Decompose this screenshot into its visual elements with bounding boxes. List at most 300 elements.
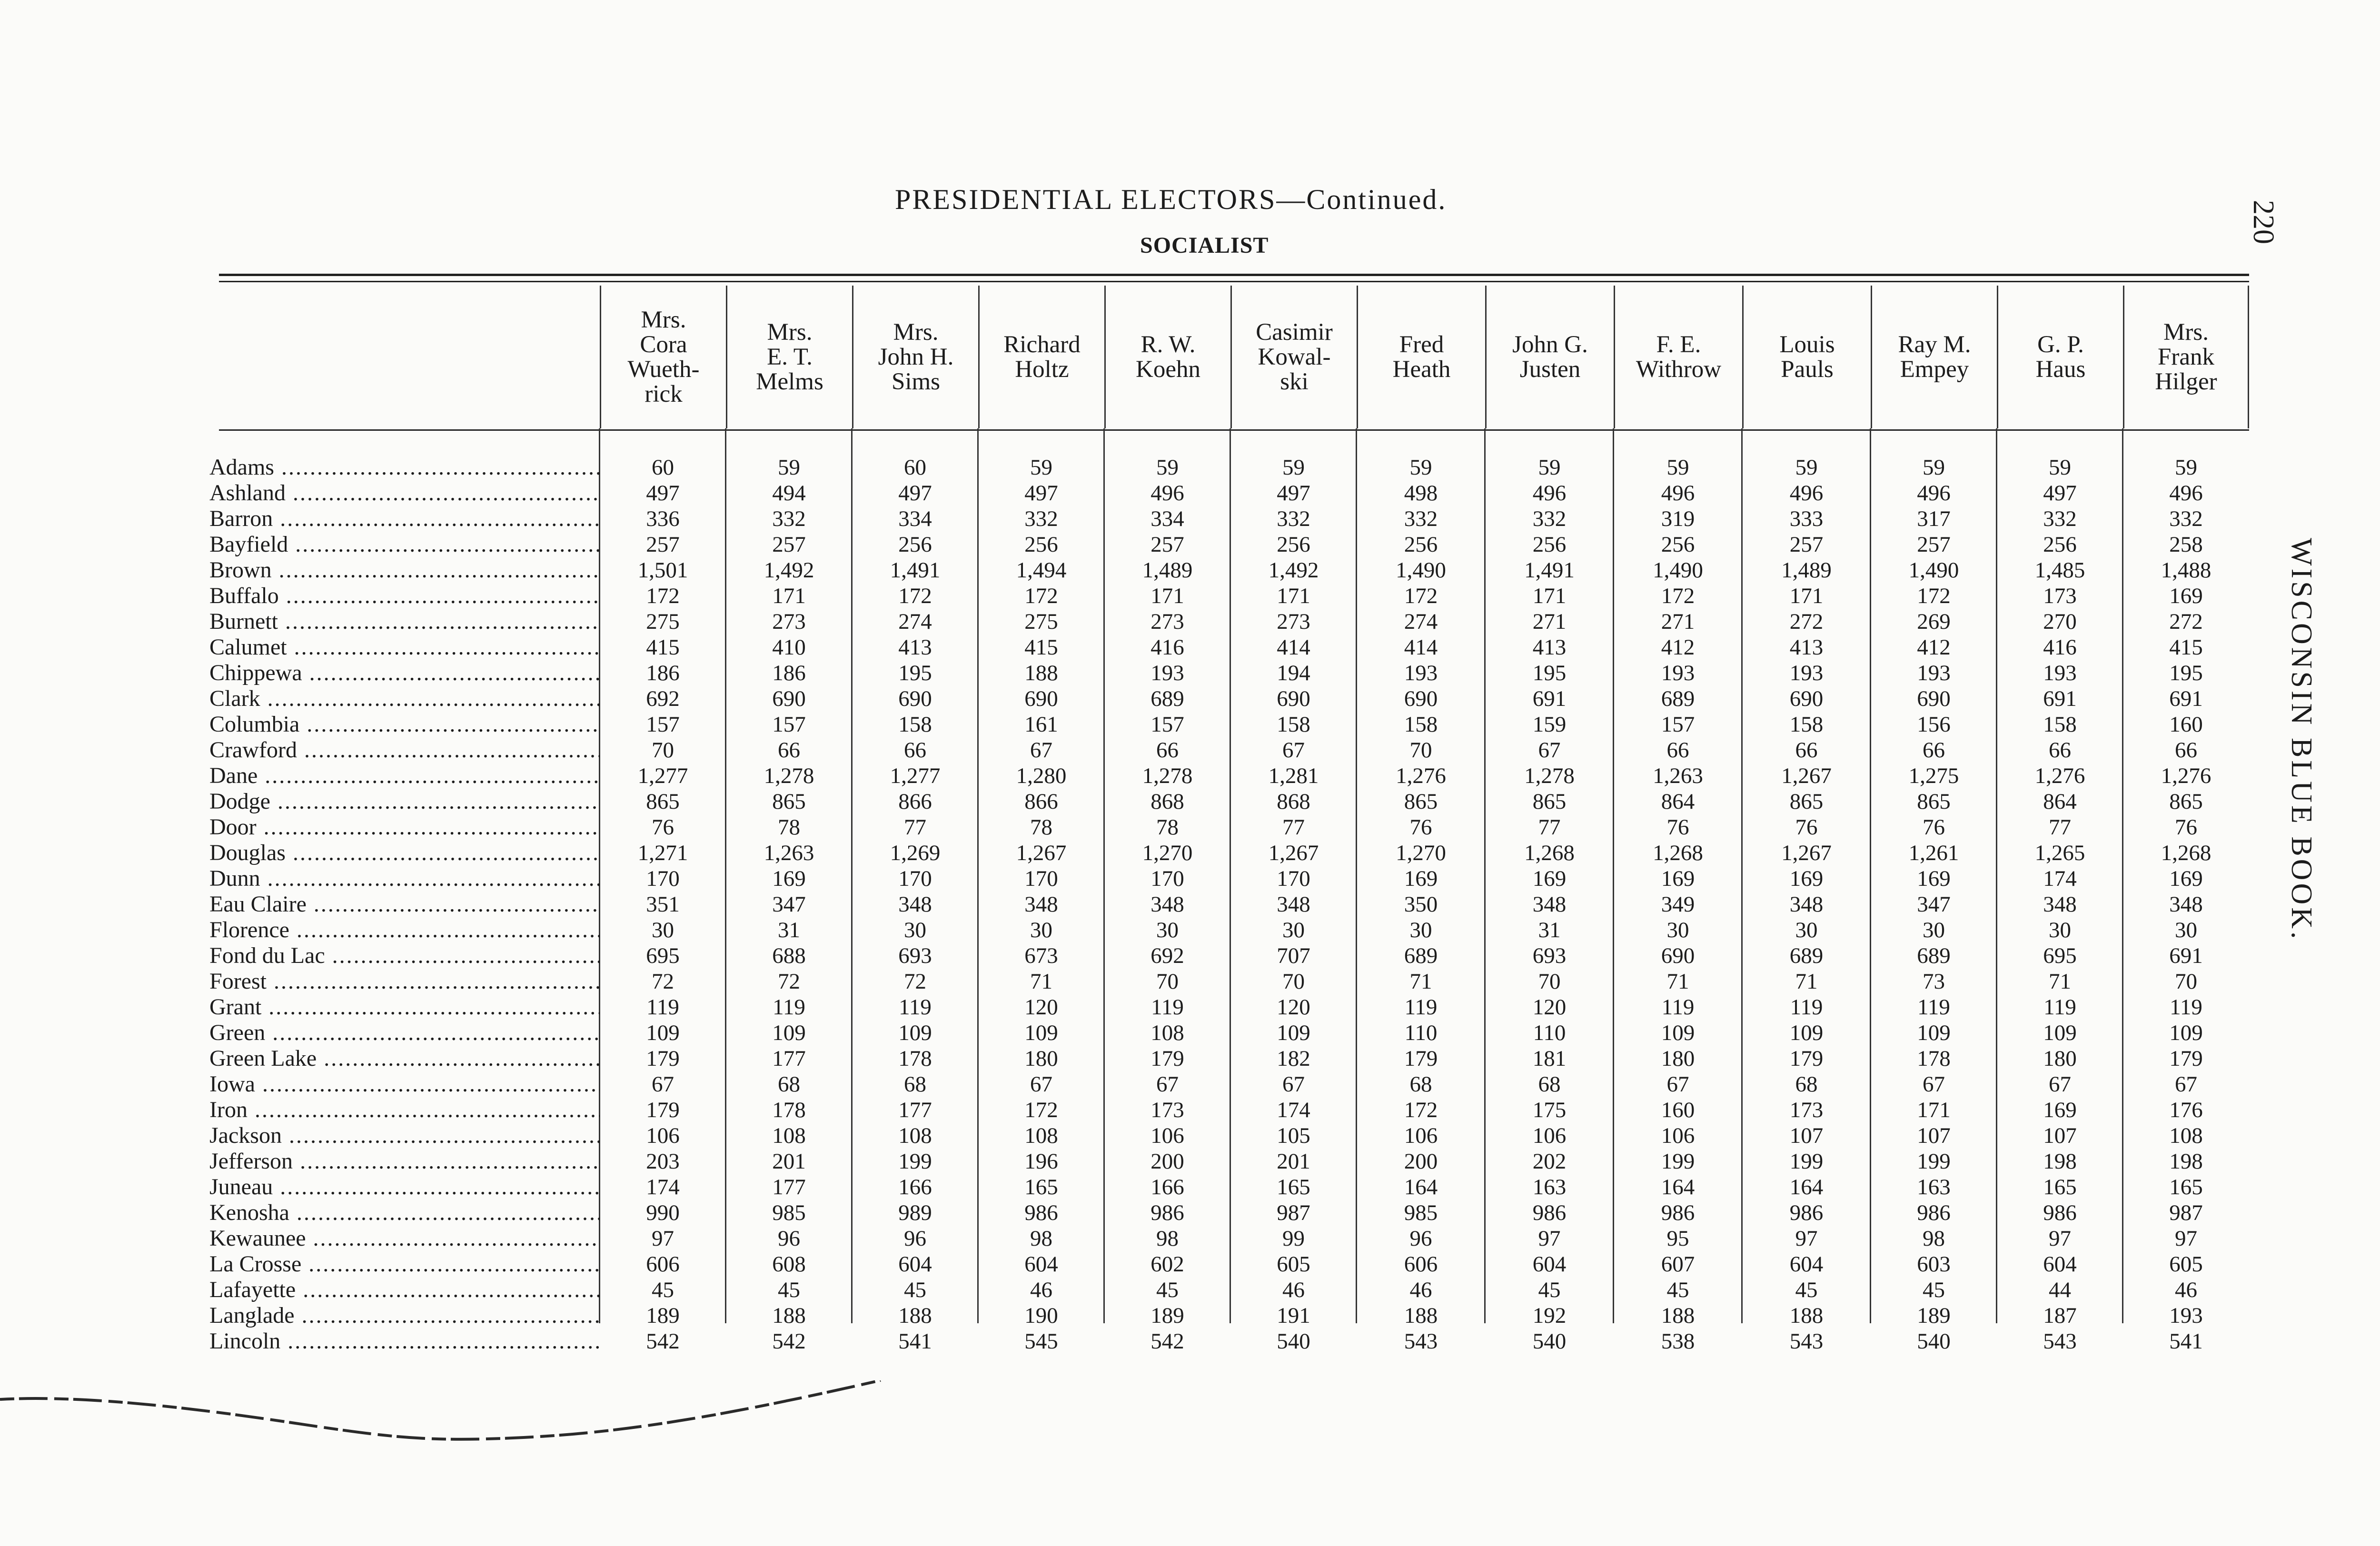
county-name: Calumet .....	[209, 634, 600, 660]
vote-cell: 161	[1024, 712, 1058, 737]
county-name: Eau Claire .....	[209, 892, 600, 917]
vote-cell: 690	[1789, 686, 1824, 711]
vote-cell: 71	[1666, 969, 1689, 994]
vote-cell: 866	[898, 789, 932, 814]
vote-cell: 45	[652, 1278, 674, 1302]
county-name: Dane .....	[209, 763, 600, 789]
vote-cell: 119	[1151, 995, 1184, 1020]
vote-cell: 317	[1917, 506, 1951, 531]
vote-cell: 77	[904, 815, 926, 840]
vote-cell: 189	[646, 1303, 680, 1328]
vote-cell: 497	[898, 481, 932, 505]
vote-cell: 71	[1795, 969, 1818, 994]
vote-cell: 608	[772, 1252, 806, 1277]
vote-cell: 173	[1789, 1098, 1824, 1122]
vote-cell: 203	[646, 1149, 680, 1174]
vote-cell: 348	[2043, 892, 2077, 917]
vote-cell: 1,492	[764, 558, 814, 583]
table-row	[209, 763, 2249, 789]
vote-cell: 348	[1532, 892, 1567, 917]
vote-cell: 119	[1404, 995, 1438, 1020]
vote-cell: 30	[1409, 918, 1432, 942]
vote-cell: 256	[1404, 532, 1438, 557]
table-row	[209, 609, 2249, 634]
table-row	[209, 917, 2249, 943]
vote-cell: 1,261	[1908, 841, 1959, 865]
vote-cell: 180	[2043, 1046, 2077, 1071]
vote-cell: 496	[2169, 481, 2203, 505]
county-name: Langlade .....	[209, 1303, 600, 1328]
vote-cell: 865	[2169, 789, 2203, 814]
county-name: Burnett .....	[209, 609, 600, 634]
vote-cell: 31	[778, 918, 800, 942]
vote-cell: 109	[898, 1021, 932, 1045]
vote-cell: 271	[1661, 609, 1695, 634]
vote-cell: 269	[1917, 609, 1951, 634]
vote-cell: 66	[1666, 738, 1689, 763]
vote-cell: 45	[1156, 1278, 1179, 1302]
vote-cell: 68	[778, 1072, 800, 1097]
vote-cell: 45	[1538, 1278, 1561, 1302]
vote-cell: 497	[646, 481, 680, 505]
vote-cell: 691	[1532, 686, 1567, 711]
vote-cell: 119	[646, 995, 679, 1020]
vote-cell: 163	[1532, 1175, 1567, 1199]
vote-cell: 169	[2043, 1098, 2077, 1122]
vote-cell: 158	[1277, 712, 1310, 737]
vote-cell: 66	[2175, 738, 2197, 763]
vote-cell: 256	[1024, 532, 1058, 557]
vote-cell: 691	[2169, 686, 2203, 711]
vote-cell: 97	[2049, 1226, 2071, 1251]
vote-cell: 158	[1789, 712, 1824, 737]
vote-cell: 271	[1532, 609, 1567, 634]
vote-cell: 196	[1024, 1149, 1058, 1174]
vote-cell: 172	[1661, 584, 1695, 608]
vote-cell: 30	[1030, 918, 1052, 942]
vote-cell: 107	[2043, 1123, 2077, 1148]
vote-cell: 59	[1538, 455, 1561, 480]
header-top-rule-2	[219, 281, 2249, 282]
vote-cell: 71	[1030, 969, 1052, 994]
vote-cell: 46	[1409, 1278, 1432, 1302]
vote-cell: 165	[1277, 1175, 1310, 1199]
header-top-rule	[219, 274, 2249, 276]
vote-cell: 496	[1150, 481, 1184, 505]
vote-cell: 689	[1789, 943, 1824, 968]
vote-cell: 258	[2169, 532, 2203, 557]
vote-cell: 76	[652, 815, 674, 840]
vote-cell: 193	[2169, 1303, 2203, 1328]
table-row	[209, 583, 2249, 609]
column-header: John G. Justen	[1485, 286, 1614, 428]
vote-cell: 348	[898, 892, 932, 917]
vote-cell: 172	[1917, 584, 1951, 608]
vote-cell: 109	[772, 1021, 806, 1045]
vote-cell: 198	[2169, 1149, 2203, 1174]
vote-cell: 98	[1156, 1226, 1179, 1251]
vote-cell: 30	[1666, 918, 1689, 942]
vote-cell: 109	[1789, 1021, 1824, 1045]
page-number: 220	[2247, 200, 2280, 244]
vote-cell: 46	[1030, 1278, 1052, 1302]
vote-cell: 157	[1661, 712, 1695, 737]
vote-cell: 170	[1277, 866, 1310, 891]
vote-cell: 157	[1150, 712, 1184, 737]
vote-cell: 543	[1789, 1329, 1824, 1354]
vote-cell: 172	[1024, 1098, 1058, 1122]
vote-cell: 691	[2169, 943, 2203, 968]
vote-cell: 156	[1917, 712, 1951, 737]
vote-cell: 1,278	[1142, 763, 1193, 788]
vote-cell: 199	[1661, 1149, 1695, 1174]
vote-cell: 690	[1277, 686, 1310, 711]
vote-cell: 257	[646, 532, 680, 557]
vote-cell: 172	[1404, 584, 1438, 608]
vote-cell: 1,268	[2161, 841, 2211, 865]
county-name: Green .....	[209, 1020, 600, 1046]
vote-cell: 193	[2043, 661, 2077, 685]
county-name: Adams .....	[209, 455, 600, 480]
table-row	[209, 1328, 2249, 1354]
vote-cell: 692	[1150, 943, 1184, 968]
vote-cell: 195	[898, 661, 932, 685]
vote-cell: 865	[1917, 789, 1951, 814]
vote-cell: 191	[1277, 1303, 1310, 1328]
vote-cell: 1,268	[1653, 841, 1703, 865]
vote-cell: 174	[1277, 1098, 1310, 1122]
vote-cell: 106	[1404, 1123, 1438, 1148]
vote-cell: 1,268	[1524, 841, 1575, 865]
vote-cell: 496	[1917, 481, 1951, 505]
vote-cell: 171	[1277, 584, 1310, 608]
column-header: R. W. Koehn	[1104, 286, 1230, 428]
vote-cell: 1,281	[1268, 763, 1319, 788]
vote-cell: 273	[772, 609, 806, 634]
vote-cell: 188	[1404, 1303, 1438, 1328]
table-row	[209, 1200, 2249, 1226]
vote-cell: 67	[1156, 1072, 1179, 1097]
vote-cell: 170	[898, 866, 932, 891]
county-name: Bayfield .....	[209, 532, 600, 557]
vote-cell: 30	[652, 918, 674, 942]
vote-cell: 171	[1917, 1098, 1951, 1122]
vote-cell: 543	[2043, 1329, 2077, 1354]
vote-cell: 689	[1150, 686, 1184, 711]
county-name: Juneau .....	[209, 1174, 600, 1200]
table-row	[209, 1123, 2249, 1149]
vote-cell: 109	[646, 1021, 680, 1045]
table-row	[209, 480, 2249, 506]
vote-cell: 415	[2169, 635, 2203, 660]
vote-cell: 603	[1917, 1252, 1951, 1277]
vote-cell: 274	[1404, 609, 1438, 634]
county-name: Barron .....	[209, 506, 600, 532]
vote-cell: 67	[2049, 1072, 2071, 1097]
vote-cell: 30	[1156, 918, 1179, 942]
column-header: Fred Heath	[1357, 286, 1485, 428]
vote-cell: 1,277	[890, 763, 941, 788]
vote-cell: 332	[772, 506, 806, 531]
vote-cell: 67	[1282, 738, 1305, 763]
vote-cell: 30	[1923, 918, 1945, 942]
vote-cell: 105	[1277, 1123, 1310, 1148]
vote-cell: 179	[1150, 1046, 1184, 1071]
vote-cell: 349	[1661, 892, 1695, 917]
vote-cell: 1,485	[2034, 558, 2085, 583]
vote-cell: 494	[772, 481, 806, 505]
vote-cell: 70	[1409, 738, 1432, 763]
vote-cell: 201	[1277, 1149, 1310, 1174]
table-row	[209, 1251, 2249, 1277]
vote-cell: 334	[898, 506, 932, 531]
vote-cell: 256	[1532, 532, 1567, 557]
vote-cell: 109	[2043, 1021, 2077, 1045]
vote-cell: 180	[1661, 1046, 1695, 1071]
vote-cell: 66	[904, 738, 926, 763]
vote-cell: 45	[778, 1278, 800, 1302]
vote-cell: 187	[2043, 1303, 2077, 1328]
vote-cell: 98	[1923, 1226, 1945, 1251]
vote-cell: 690	[772, 686, 806, 711]
vote-cell: 188	[898, 1303, 932, 1328]
vote-cell: 158	[2043, 712, 2077, 737]
vote-cell: 169	[1661, 866, 1695, 891]
vote-cell: 179	[1404, 1046, 1438, 1071]
electors-table	[209, 286, 2249, 1371]
vote-cell: 1,267	[1016, 841, 1067, 865]
table-row	[209, 789, 2249, 814]
vote-cell: 179	[646, 1098, 680, 1122]
vote-cell: 67	[1666, 1072, 1689, 1097]
vote-cell: 1,267	[1268, 841, 1319, 865]
vote-cell: 273	[1150, 609, 1184, 634]
vote-cell: 332	[1277, 506, 1310, 531]
table-row	[209, 814, 2249, 840]
vote-cell: 604	[1532, 1252, 1567, 1277]
vote-cell: 990	[646, 1200, 680, 1225]
vote-cell: 171	[1532, 584, 1567, 608]
vote-cell: 78	[778, 815, 800, 840]
vote-cell: 986	[1917, 1200, 1951, 1225]
vote-cell: 864	[2043, 789, 2077, 814]
vote-cell: 108	[2169, 1123, 2203, 1148]
vote-cell: 188	[1661, 1303, 1695, 1328]
vote-cell: 319	[1661, 506, 1695, 531]
vote-cell: 604	[1789, 1252, 1824, 1277]
vote-cell: 332	[1024, 506, 1058, 531]
vote-cell: 59	[1409, 455, 1432, 480]
vote-cell: 1,501	[637, 558, 688, 583]
vote-cell: 690	[1917, 686, 1951, 711]
vote-cell: 169	[2169, 866, 2203, 891]
vote-cell: 59	[2175, 455, 2197, 480]
vote-cell: 71	[2049, 969, 2071, 994]
running-head: WISCONSIN BLUE BOOK.	[2285, 538, 2318, 942]
vote-cell: 165	[1024, 1175, 1058, 1199]
county-name: Buffalo .....	[209, 583, 600, 609]
vote-cell: 179	[646, 1046, 680, 1071]
vote-cell: 76	[2175, 815, 2197, 840]
vote-cell: 693	[898, 943, 932, 968]
vote-cell: 540	[1532, 1329, 1567, 1354]
vote-cell: 985	[772, 1200, 806, 1225]
vote-cell: 200	[1150, 1149, 1184, 1174]
vote-cell: 109	[1917, 1021, 1951, 1045]
county-name: Dunn .....	[209, 866, 600, 892]
table-row	[209, 1020, 2249, 1046]
table-row	[209, 455, 2249, 480]
county-name: Lafayette .....	[209, 1277, 600, 1303]
vote-cell: 106	[1661, 1123, 1695, 1148]
county-name: Douglas .....	[209, 840, 600, 866]
vote-cell: 1,275	[1908, 763, 1959, 788]
vote-cell: 177	[898, 1098, 932, 1122]
vote-cell: 690	[1404, 686, 1438, 711]
vote-cell: 72	[778, 969, 800, 994]
vote-cell: 257	[772, 532, 806, 557]
vote-cell: 606	[1404, 1252, 1438, 1277]
vote-cell: 164	[1404, 1175, 1438, 1199]
vote-cell: 986	[1532, 1200, 1567, 1225]
vote-cell: 412	[1917, 635, 1951, 660]
table-row	[209, 1149, 2249, 1174]
vote-cell: 689	[1917, 943, 1951, 968]
county-name: Jackson .....	[209, 1123, 600, 1149]
vote-cell: 695	[646, 943, 680, 968]
vote-cell: 868	[1150, 789, 1184, 814]
vote-cell: 1,490	[1908, 558, 1959, 583]
vote-cell: 193	[1150, 661, 1184, 685]
vote-cell: 60	[652, 455, 674, 480]
county-name: Iron .....	[209, 1097, 600, 1123]
vote-cell: 604	[1024, 1252, 1058, 1277]
vote-cell: 119	[1917, 995, 1950, 1020]
vote-cell: 59	[1795, 455, 1818, 480]
vote-cell: 274	[898, 609, 932, 634]
vote-cell: 109	[1277, 1021, 1310, 1045]
column-header: G. P. Haus	[1997, 286, 2123, 428]
vote-cell: 107	[1917, 1123, 1951, 1148]
vote-cell: 30	[904, 918, 926, 942]
vote-cell: 413	[1532, 635, 1567, 660]
vote-cell: 67	[1923, 1072, 1945, 1097]
vote-cell: 689	[1661, 686, 1695, 711]
vote-cell: 272	[1789, 609, 1824, 634]
table-row	[209, 994, 2249, 1020]
vote-cell: 605	[1277, 1252, 1310, 1277]
table-row	[209, 686, 2249, 712]
vote-cell: 692	[646, 686, 680, 711]
vote-cell: 1,276	[1396, 763, 1446, 788]
vote-cell: 673	[1024, 943, 1058, 968]
vote-cell: 1,280	[1016, 763, 1067, 788]
vote-cell: 413	[898, 635, 932, 660]
vote-cell: 334	[1150, 506, 1184, 531]
vote-cell: 604	[898, 1252, 932, 1277]
vote-cell: 45	[1666, 1278, 1689, 1302]
vote-cell: 347	[772, 892, 806, 917]
vote-cell: 68	[904, 1072, 926, 1097]
table-row	[209, 1174, 2249, 1200]
table-row	[209, 660, 2249, 686]
vote-cell: 188	[1024, 661, 1058, 685]
vote-cell: 542	[646, 1329, 680, 1354]
vote-cell: 541	[898, 1329, 932, 1354]
vote-cell: 169	[772, 866, 806, 891]
vote-cell: 97	[2175, 1226, 2197, 1251]
vote-cell: 178	[772, 1098, 806, 1122]
vote-cell: 171	[772, 584, 806, 608]
county-name: Florence .....	[209, 917, 600, 943]
vote-cell: 96	[1409, 1226, 1432, 1251]
vote-cell: 44	[2049, 1278, 2071, 1302]
party-heading: SOCIALIST	[1140, 233, 1269, 258]
vote-cell: 1,491	[1524, 558, 1575, 583]
county-name: Ashland .....	[209, 480, 600, 506]
vote-cell: 119	[1790, 995, 1823, 1020]
vote-cell: 1,490	[1653, 558, 1703, 583]
vote-cell: 76	[1666, 815, 1689, 840]
vote-cell: 1,270	[1396, 841, 1446, 865]
vote-cell: 169	[1532, 866, 1567, 891]
vote-cell: 70	[1538, 969, 1561, 994]
vote-cell: 1,267	[1781, 763, 1832, 788]
vote-cell: 109	[2169, 1021, 2203, 1045]
vote-cell: 172	[1024, 584, 1058, 608]
vote-cell: 77	[2049, 815, 2071, 840]
vote-cell: 78	[1030, 815, 1052, 840]
vote-cell: 169	[1404, 866, 1438, 891]
vote-cell: 96	[904, 1226, 926, 1251]
vote-cell: 68	[1795, 1072, 1818, 1097]
vote-cell: 866	[1024, 789, 1058, 814]
vote-cell: 173	[2043, 584, 2077, 608]
vote-cell: 496	[1789, 481, 1824, 505]
county-name: Columbia .....	[209, 712, 600, 737]
vote-cell: 97	[1538, 1226, 1561, 1251]
vote-cell: 189	[1917, 1303, 1951, 1328]
vote-cell: 72	[904, 969, 926, 994]
vote-cell: 70	[1282, 969, 1305, 994]
vote-cell: 108	[898, 1123, 932, 1148]
vote-cell: 415	[646, 635, 680, 660]
vote-cell: 1,494	[1016, 558, 1067, 583]
vote-cell: 158	[898, 712, 932, 737]
vote-cell: 257	[1789, 532, 1824, 557]
vote-cell: 30	[1282, 918, 1305, 942]
vote-cell: 985	[1404, 1200, 1438, 1225]
vote-cell: 106	[1532, 1123, 1567, 1148]
vote-cell: 347	[1917, 892, 1951, 917]
vote-cell: 30	[1795, 918, 1818, 942]
vote-cell: 986	[2043, 1200, 2077, 1225]
vote-cell: 169	[1789, 866, 1824, 891]
vote-cell: 67	[652, 1072, 674, 1097]
vote-cell: 545	[1024, 1329, 1058, 1354]
vote-cell: 1,489	[1781, 558, 1832, 583]
vote-cell: 46	[1282, 1278, 1305, 1302]
vote-cell: 30	[2049, 918, 2071, 942]
vote-cell: 202	[1532, 1149, 1567, 1174]
vote-cell: 77	[1538, 815, 1561, 840]
vote-cell: 602	[1150, 1252, 1184, 1277]
vote-cell: 1,271	[637, 841, 688, 865]
vote-cell: 70	[2175, 969, 2197, 994]
vote-cell: 336	[646, 506, 680, 531]
vote-cell: 193	[1917, 661, 1951, 685]
vote-cell: 68	[1409, 1072, 1432, 1097]
